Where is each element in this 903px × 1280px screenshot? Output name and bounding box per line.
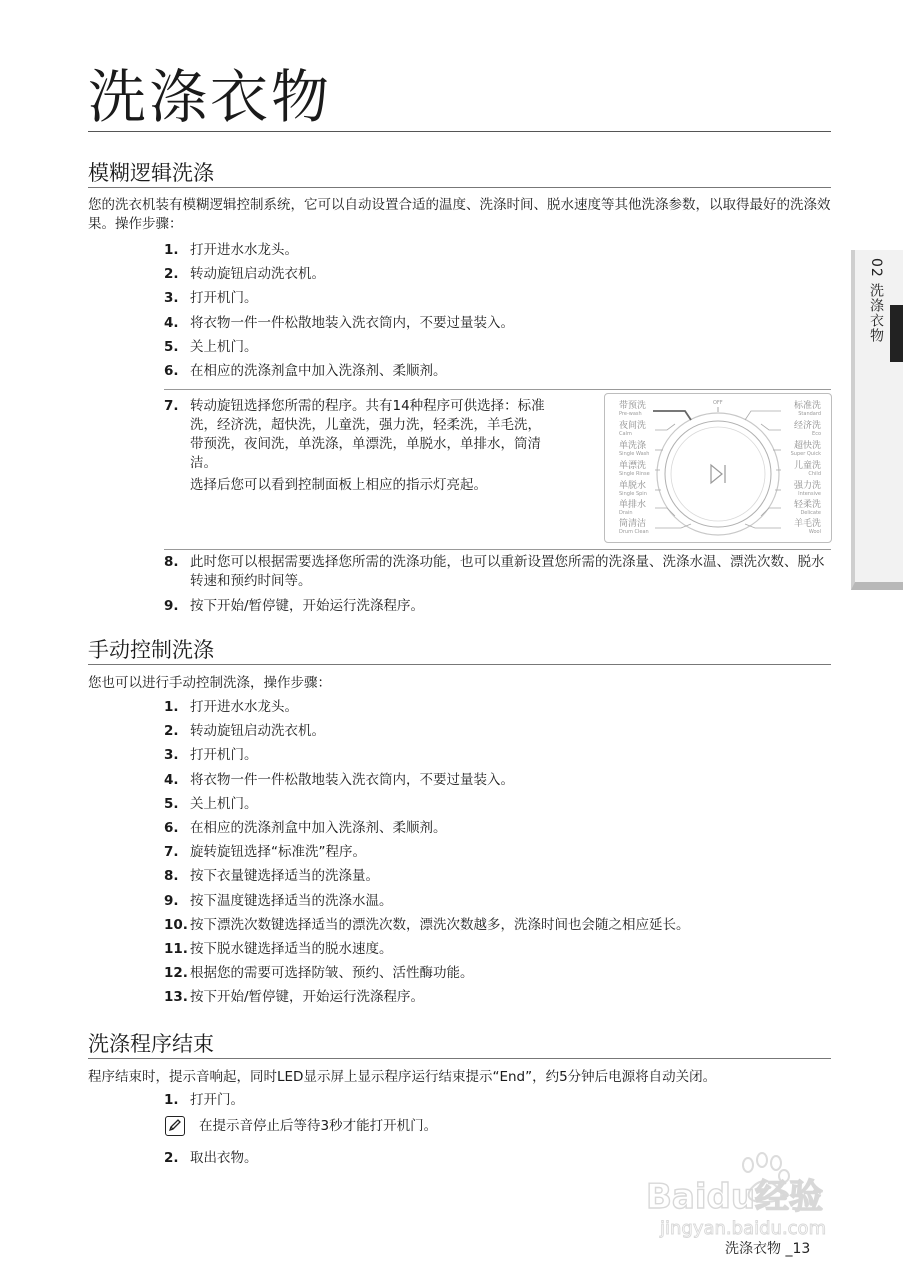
page-title: 洗涤衣物 <box>88 63 333 131</box>
step-text: 按下温度键选择适当的洗涤水温。 <box>190 892 393 909</box>
end-step-1 <box>164 1091 244 1110</box>
program-label: 单洗涤 Single Wash <box>619 441 650 457</box>
step-number: 9. <box>164 892 179 909</box>
list-item <box>164 361 514 385</box>
step-text: 在相应的洗涤剂盒中加入洗涤剂、柔顺剂。 <box>190 819 447 836</box>
step-number: 12. <box>164 965 188 982</box>
step-text: 按下开始/暂停键，开始运行洗涤程序。 <box>190 989 425 1006</box>
program-label: 强力洗 Intensive <box>793 481 821 497</box>
list-item <box>164 288 514 312</box>
play-pause-icon <box>711 465 725 483</box>
step-number: 6. <box>164 819 179 836</box>
fuzzy-step-7 <box>164 397 554 495</box>
list-item <box>164 818 690 842</box>
step-number: 1. <box>164 699 179 715</box>
step-number: 8. <box>164 554 179 570</box>
watermark-logo: Baidu经验 <box>646 1177 824 1217</box>
step-number: 5. <box>164 795 179 812</box>
program-label: 筒清洁 Drum Clean <box>619 519 649 535</box>
section-rule <box>88 664 831 665</box>
fuzzy-intro: 您的洗衣机装有模糊逻辑控制系统，它可以自动设置合适的温度、洗涤时间、脱水速度等其他洗涤参数，以取得最好的洗涤效果。操作步骤： <box>88 197 831 232</box>
program-dial-illustration <box>604 393 832 543</box>
list-item <box>164 337 514 361</box>
chapter-tab-label: 02 洗涤衣物 <box>868 258 884 344</box>
step-text: 按下衣量键选择适当的洗涤量。 <box>190 868 379 885</box>
section-rule <box>88 1058 831 1059</box>
step-text: 此时您可以根据需要选择您所需的洗涤功能，也可以重新设置您所需的洗涤量、洗涤水温、漂洗次数、脱水转速和预约时间等。 <box>190 554 825 589</box>
end-step-2 <box>164 1149 258 1168</box>
title-rule <box>88 131 831 132</box>
step-text: 关上机门。 <box>190 795 258 812</box>
step-text: 取出衣物。 <box>190 1150 258 1166</box>
program-label: 单排水 Drain <box>619 500 647 516</box>
program-label: 超快洗 Super Quick <box>790 441 821 457</box>
step-number: 3. <box>164 290 179 307</box>
step-number: 10. <box>164 916 188 933</box>
list-item <box>164 963 690 987</box>
end-intro: 程序结束时，提示音响起，同时LED显示屏上显示程序运行结束提示“End”，约5分钟后电源将自动关闭。 <box>88 1069 717 1085</box>
list-item <box>164 987 690 1011</box>
note-text: 在提示音停止后等待3秒才能打开机门。 <box>199 1118 438 1134</box>
step-number: 7. <box>164 398 179 414</box>
list-item <box>164 745 690 769</box>
step-text: 在相应的洗涤剂盒中加入洗涤剂、柔顺剂。 <box>190 362 447 379</box>
step-text: 按下漂洗次数键选择适当的漂洗次数，漂洗次数越多，洗涤时间也会随之相应延长。 <box>190 916 690 933</box>
step-text: 按下脱水键选择适当的脱水速度。 <box>190 940 393 957</box>
list-item <box>164 770 690 794</box>
manual-intro: 您也可以进行手动控制洗涤，操作步骤： <box>88 675 331 691</box>
fuzzy-step-9 <box>164 597 829 616</box>
section-heading-fuzzy: 模糊逻辑洗涤 <box>88 161 214 185</box>
page-footer: 洗涤衣物 _13 <box>725 1241 811 1257</box>
program-label: 单脱水 Single Spin <box>619 481 647 497</box>
step-text: 打开机门。 <box>190 290 258 307</box>
list-item <box>164 842 690 866</box>
step-number: 3. <box>164 747 179 764</box>
section-heading-end: 洗涤程序结束 <box>88 1032 214 1056</box>
step-text: 转动旋钮启动洗衣机。 <box>190 266 325 283</box>
fuzzy-step-8 <box>164 553 829 591</box>
dial-off-label: OFF <box>713 400 723 406</box>
list-item <box>164 891 690 915</box>
program-label: 儿童洗 Child <box>793 461 821 477</box>
step-text: 根据您的需要可选择防皱、预约、活性酶功能。 <box>190 965 474 982</box>
program-label: 带预洗 Pre-wash <box>619 401 647 417</box>
step-text: 打开机门。 <box>190 747 258 764</box>
list-item <box>164 264 514 288</box>
program-label: 夜间洗 Calm <box>619 421 647 437</box>
list-item <box>164 313 514 337</box>
step-text: 打开进水水龙头。 <box>190 699 298 715</box>
step-number: 2. <box>164 723 179 740</box>
fuzzy-steps <box>164 240 514 385</box>
step-text: 将衣物一件一件松散地装入洗衣筒内，不要过量装入。 <box>190 314 514 331</box>
step-text: 按下开始/暂停键，开始运行洗涤程序。 <box>190 598 425 614</box>
step-number: 6. <box>164 362 179 379</box>
step-text: 打开进水水龙头。 <box>190 242 298 258</box>
step-number: 1. <box>164 242 179 258</box>
step-number: 4. <box>164 771 179 788</box>
list-item <box>164 939 690 963</box>
program-label: 单漂洗 Single Rinse <box>619 461 650 477</box>
step-number: 11. <box>164 940 188 957</box>
step-number: 2. <box>164 266 179 283</box>
note-pencil-icon <box>165 1116 185 1136</box>
step-text: 打开门。 <box>190 1092 244 1108</box>
manual-steps <box>164 697 690 1011</box>
step-text: 转动旋钮选择您所需的程序。共有14种程序可供选择：标准洗，经济洗，超快洗，儿童洗，强力洗，轻柔洗，羊毛洗，带预洗，夜间洗，单洗涤，单漂洗，单脱水，单排水，筒清洁。 <box>190 398 545 471</box>
list-item <box>164 721 690 745</box>
list-item <box>164 240 514 264</box>
step-note: 选择后您可以看到控制面板上相应的指示灯亮起。 <box>190 477 487 493</box>
watermark-url: jingyan.baidu.com <box>660 1218 827 1239</box>
chapter-tab-marker <box>890 305 903 362</box>
step-number: 9. <box>164 598 179 614</box>
list-item <box>164 697 690 721</box>
program-label: 羊毛洗 Wool <box>793 519 821 535</box>
list-item <box>164 915 690 939</box>
list-item <box>164 866 690 890</box>
step-text: 旋转旋钮选择“标准洗”程序。 <box>190 844 366 861</box>
list-item <box>164 794 690 818</box>
step-number: 13. <box>164 989 188 1006</box>
step-number: 1. <box>164 1092 179 1108</box>
step-text: 关上机门。 <box>190 338 258 355</box>
step-text: 转动旋钮启动洗衣机。 <box>190 723 325 740</box>
step-text: 将衣物一件一件松散地装入洗衣筒内，不要过量装入。 <box>190 771 514 788</box>
step-number: 4. <box>164 314 179 331</box>
program-label: 标准洗 Standard <box>793 401 821 417</box>
step-divider <box>164 389 831 390</box>
step-divider <box>164 549 831 550</box>
step-number: 7. <box>164 844 179 861</box>
program-label: 经济洗 Eco <box>793 421 821 437</box>
step-number: 8. <box>164 868 179 885</box>
section-heading-manual: 手动控制洗涤 <box>88 638 214 662</box>
section-rule <box>88 187 831 188</box>
step-number: 2. <box>164 1150 179 1166</box>
program-label: 轻柔洗 Delicate <box>793 500 821 516</box>
baidu-watermark <box>640 1150 840 1240</box>
step-number: 5. <box>164 338 179 355</box>
